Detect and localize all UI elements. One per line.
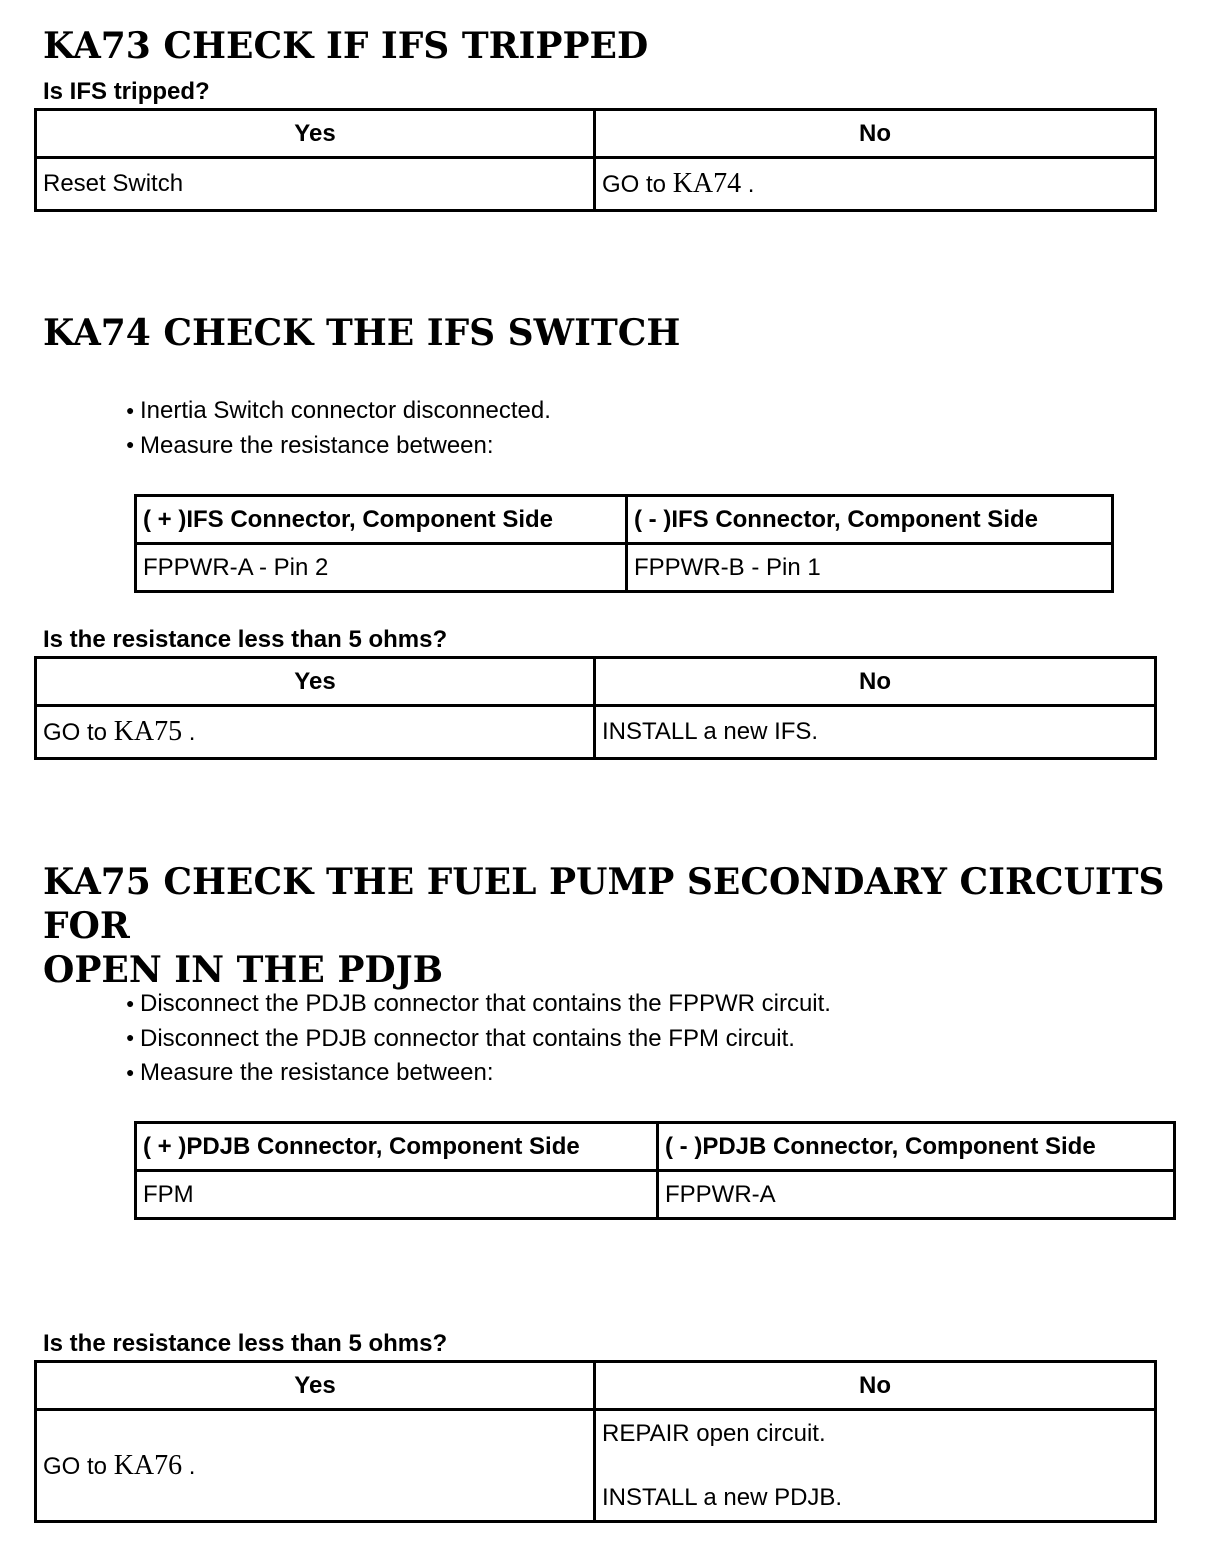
ka75-measure-cell-positive: FPM	[136, 1171, 658, 1219]
ka74-yes-cell	[36, 706, 595, 759]
ka75-no-line1: REPAIR open circuit.	[602, 1419, 826, 1447]
bullet-text: Measure the resistance between:	[140, 1059, 494, 1087]
ka75-measure-cell-negative: FPPWR-A	[658, 1171, 1175, 1219]
ka75-bullet-list	[126, 987, 831, 1091]
ka75-measure-table	[134, 1121, 1176, 1220]
list-item	[126, 1056, 831, 1091]
ka74-answer-table	[34, 656, 1157, 760]
ka73-answer-table	[34, 108, 1157, 212]
ka73-no-cell	[595, 158, 1156, 211]
ka74-yes-suffix: .	[182, 719, 196, 746]
bullet-icon: ●	[126, 1029, 135, 1046]
list-item	[126, 429, 551, 464]
ka75-no-header: No	[595, 1362, 1156, 1410]
ka75-yes-prefix: GO to	[43, 1452, 114, 1480]
ka74-link[interactable]: KA74	[672, 168, 742, 199]
ka73-no-suffix: .	[741, 171, 755, 198]
ka74-measure-cell-negative: FPPWR-B - Pin 1	[627, 544, 1113, 592]
bullet-text: Disconnect the PDJB connector that contains the FPM circuit.	[140, 1024, 795, 1052]
ka75-heading	[43, 860, 1216, 992]
ka73-heading: KA73 CHECK IF IFS TRIPPED	[43, 25, 649, 67]
bullet-icon: ●	[126, 436, 135, 453]
ka75-yes-suffix: .	[182, 1452, 196, 1480]
ka73-yes-cell: Reset Switch	[36, 158, 595, 211]
ka73-question: Is IFS tripped?	[43, 78, 210, 105]
ka74-measure-header-negative: ( - )IFS Connector, Component Side	[627, 496, 1113, 544]
ka74-heading: KA74 CHECK THE IFS SWITCH	[43, 312, 681, 354]
ka75-answer-table	[34, 1360, 1157, 1523]
ka74-bullet-list	[126, 394, 551, 463]
ka75-yes-cell	[36, 1410, 595, 1522]
ka75-no-line2: INSTALL a new PDJB.	[602, 1483, 843, 1511]
ka75-yes-header: Yes	[36, 1362, 595, 1410]
ka75-heading-line1: KA75 CHECK THE FUEL PUMP SECONDARY CIRCUITS FOR	[43, 861, 1165, 947]
ka73-no-header: No	[595, 110, 1156, 158]
ka74-measure-header-positive: ( + )IFS Connector, Component Side	[136, 496, 627, 544]
ka74-question: Is the resistance less than 5 ohms?	[43, 626, 448, 653]
ka74-yes-prefix: GO to	[43, 719, 114, 746]
bullet-icon: ●	[126, 1063, 135, 1080]
bullet-text: Disconnect the PDJB connector that contains the FPPWR circuit.	[140, 990, 831, 1017]
bullet-text: Inertia Switch connector disconnected.	[140, 397, 551, 424]
ka74-no-header: No	[595, 658, 1156, 706]
ka74-measure-cell-positive: FPPWR-A - Pin 2	[136, 544, 627, 592]
ka75-measure-header-positive: ( + )PDJB Connector, Component Side	[136, 1123, 658, 1171]
bullet-icon: ●	[126, 994, 135, 1011]
list-item	[126, 987, 831, 1022]
ka73-no-prefix: GO to	[602, 171, 673, 198]
ka75-no-cell	[595, 1410, 1156, 1522]
ka76-link[interactable]: KA76	[113, 1449, 183, 1481]
ka75-heading-line2: OPEN IN THE PDJB	[43, 949, 444, 991]
ka75-measure-header-negative: ( - )PDJB Connector, Component Side	[658, 1123, 1175, 1171]
bullet-icon: ●	[126, 401, 135, 418]
ka74-measure-table	[134, 494, 1114, 593]
ka73-yes-header: Yes	[36, 110, 595, 158]
ka75-question: Is the resistance less than 5 ohms?	[43, 1330, 448, 1357]
list-item	[126, 1022, 831, 1057]
list-item	[126, 394, 551, 429]
ka74-yes-header: Yes	[36, 658, 595, 706]
ka74-no-cell: INSTALL a new IFS.	[595, 706, 1156, 759]
ka75-link[interactable]: KA75	[113, 716, 183, 747]
bullet-text: Measure the resistance between:	[140, 431, 494, 459]
